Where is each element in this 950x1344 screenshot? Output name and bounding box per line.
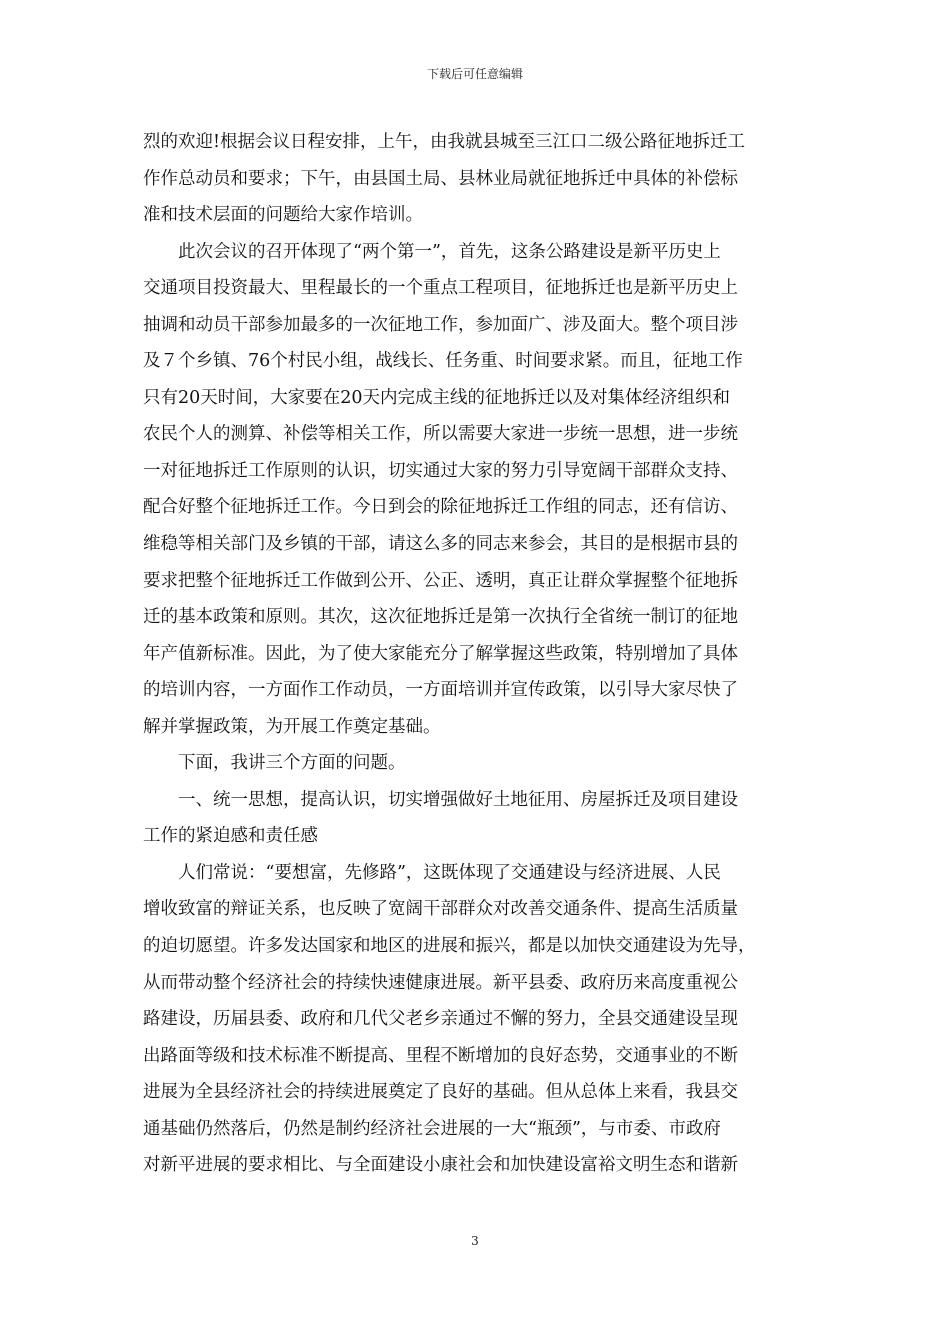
text-line: 作作总动员和要求；下午，由县国土局、县林业局就征地拆迁中具体的补偿标 — [143, 168, 738, 189]
text-line: 进展为全县经济社会的持续进展奠定了良好的基础。但从总体上来看，我县交 — [143, 1082, 738, 1103]
text-line: 及７个乡镇、76个村民小组，战线长、任务重、时间要求紧。而且，征地工作 — [143, 351, 743, 372]
text-line: 对新平进展的要求相比、与全面建设小康社会和加快建设富裕文明生态和谐新 — [143, 1155, 738, 1176]
text-line: 交通项目投资最大、里程最长的一个重点工程项目，征地拆迁也是新平历史上 — [143, 278, 738, 299]
section-heading-line: 工作的紧迫感和责任感 — [143, 826, 318, 847]
text-line: 烈的欢迎!根据会议日程安排，上午，由我就县城至三江口二级公路征地拆迁工 — [143, 132, 746, 152]
text-line: 解并掌握政策，为开展工作奠定基础。 — [143, 716, 441, 737]
section-heading-line: 一、统一思想，提高认识，切实增强做好土地征用、房屋拆迁及项目建设 — [143, 789, 738, 810]
text-line: 一对征地拆迁工作原则的认识，切实通过大家的努力引导宽阔干部群众支持、 — [143, 460, 738, 481]
text-line: 从而带动整个经济社会的持续快速健康进展。新平县委、政府历来高度重视公 — [143, 972, 738, 993]
text-line: 路建设，历届县委、政府和几代父老乡亲通过不懈的努力，全县交通建设呈现 — [143, 1009, 738, 1030]
text-line: 抽调和动员干部参加最多的一次征地工作，参加面广、涉及面大。整个项目涉 — [143, 314, 738, 335]
text-line: 农民个人的测算、补偿等相关工作，所以需要大家进一步统一思想，进一步统 — [143, 424, 738, 445]
text-line: 要求把整个征地拆迁工作做到公开、公正、透明，真正让群众掌握整个征地拆 — [143, 570, 738, 591]
page-number: 3 — [471, 1234, 479, 1248]
text-line: 迁的基本政策和原则。其次，这次征地拆迁是第一次执行全省统一制订的征地 — [143, 607, 738, 628]
text-line: 此次会议的召开体现了“两个第一”，首先，这条公路建设是新平历史上 — [143, 241, 721, 262]
text-line: 年产值新标准。因此，为了使大家能充分了解掌握这些政策，特别增加了具体 — [143, 643, 738, 664]
text-line: 人们常说：“要想富，先修路”，这既体现了交通建设与经济进展、人民 — [143, 862, 721, 883]
text-line: 下面，我讲三个方面的问题。 — [143, 753, 406, 774]
page-header: 下载后可任意编辑 — [426, 67, 523, 81]
text-line: 配合好整个征地拆迁工作。今日到会的除征地拆迁工作组的同志，还有信访、 — [143, 497, 738, 518]
text-line: 增收致富的辩证关系，也反映了宽阔干部群众对改善交通条件、提高生活质量 — [143, 899, 738, 920]
text-line: 只有20天时间，大家要在20天内完成主线的征地拆迁以及对集体经济组织和 — [143, 387, 731, 408]
text-line: 的迫切愿望。许多发达国家和地区的进展和振兴，都是以加快交通建设为先导， — [143, 936, 756, 957]
text-line: 出路面等级和技术标准不断提高、里程不断增加的良好态势，交通事业的不断 — [143, 1045, 738, 1066]
document-body — [143, 124, 809, 1184]
text-line: 的培训内容，一方面作工作动员，一方面培训并宣传政策，以引导大家尽快了 — [143, 680, 738, 701]
text-line: 通基础仍然落后，仍然是制约经济社会进展的一大“瓶颈”，与市委、市政府 — [143, 1118, 721, 1139]
text-line: 准和技术层面的问题给大家作培训。 — [143, 205, 423, 226]
text-line: 维稳等相关部门及乡镇的干部，请这么多的同志来参会，其目的是根据市县的 — [143, 534, 738, 555]
